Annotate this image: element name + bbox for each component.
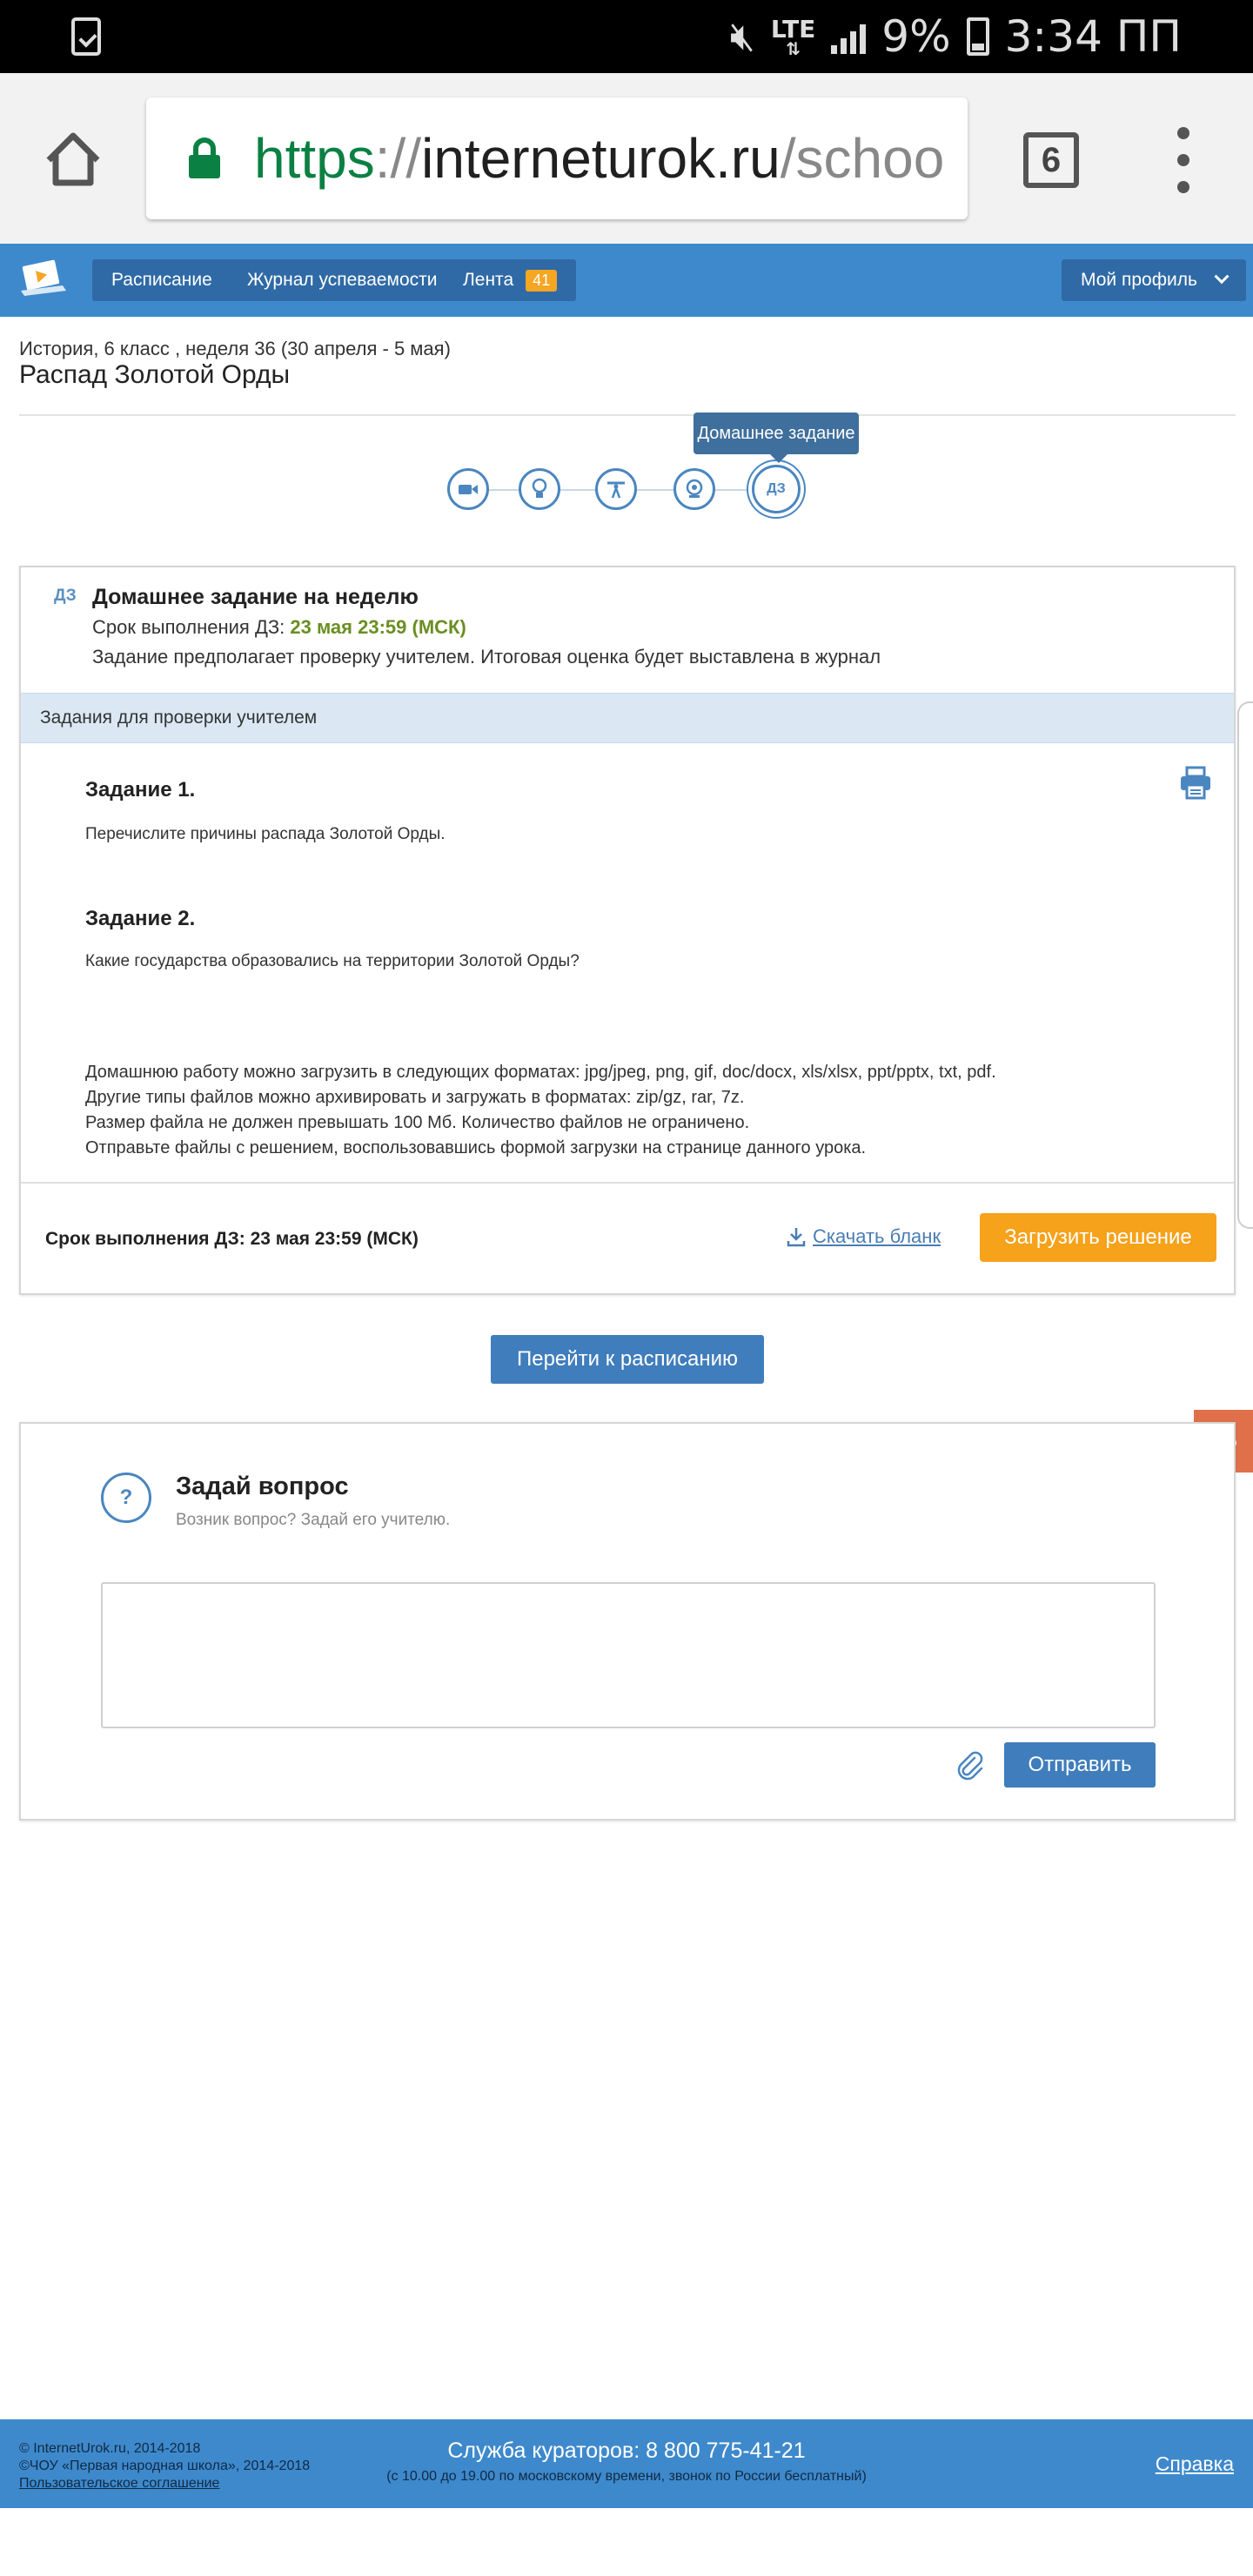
side-scroll-handle[interactable]: [1237, 701, 1253, 1229]
url-host: interneturok.ru: [421, 127, 781, 190]
site-footer: [0, 2419, 1253, 2508]
nav-gradebook-button[interactable]: [228, 259, 457, 301]
address-bar[interactable]: [146, 97, 968, 219]
homework-card: [19, 566, 1236, 1295]
network-type: LTE ⇅: [770, 15, 816, 59]
user-agreement-link[interactable]: Пользовательское соглашение: [19, 2476, 220, 2491]
battery-icon: [967, 17, 989, 56]
help-link[interactable]: Справка: [1155, 2452, 1234, 2475]
breadcrumb: История, 6 класс , неделя 36 (30 апреля - 5 мая): [19, 338, 451, 359]
copyright-line: © InternetUrok.ru, 2014-2018: [19, 2441, 201, 2456]
upload-info-line: Размер файла не должен превышать 100 Мб. Количество файлов не ограничено.: [85, 1113, 750, 1132]
profile-label: Мой профиль: [1081, 270, 1197, 290]
step-homework[interactable]: ДЗ: [752, 465, 801, 513]
upload-info-line: Другие типы файлов можно архивировать и загружать в форматах: zip/gz, rar, 7z.: [85, 1088, 745, 1107]
video-icon: [458, 481, 479, 497]
question-textarea[interactable]: [101, 1582, 1156, 1728]
url-separator: ://: [374, 127, 422, 190]
download-link-label: Скачать бланк: [813, 1225, 941, 1247]
nav-schedule-button[interactable]: [92, 259, 231, 301]
nav-schedule-label: Расписание: [111, 270, 212, 290]
homework-deadline: [92, 616, 466, 639]
logo-icon[interactable]: [19, 259, 68, 299]
homework-tag: ДЗ: [54, 587, 77, 605]
upload-info: [85, 1060, 996, 1161]
ask-question-card: [19, 1422, 1236, 1821]
send-button[interactable]: Отправить: [1004, 1742, 1156, 1788]
mute-icon: 🔇︎: [729, 12, 755, 59]
section-label: Задания для проверки учителем: [40, 708, 318, 728]
task-title: Задание 1.: [85, 778, 196, 802]
paperclip-icon[interactable]: [955, 1751, 985, 1781]
step-test[interactable]: [673, 468, 715, 510]
page-title: Распад Золотой Орды: [19, 360, 291, 389]
webcam-icon: [685, 479, 704, 500]
task-text: Перечислите причины распада Золотой Орды.: [85, 825, 446, 843]
step-video[interactable]: [447, 468, 489, 510]
step-tooltip: Домашнее задание: [694, 413, 859, 454]
url-scheme: https: [254, 127, 375, 190]
download-icon: [787, 1226, 806, 1247]
nav-feed-label: Лента: [463, 270, 514, 290]
browser-toolbar: [0, 73, 1253, 244]
ask-title: Задай вопрос: [176, 1472, 349, 1500]
support-hours: (с 10.00 до 19.00 по московскому времени, звонок по России бесплатный): [386, 2469, 867, 2484]
divider: [19, 414, 1236, 416]
deadline-value: 23 мая 23:59 (МСК): [290, 616, 466, 638]
lock-icon: [188, 138, 221, 179]
feed-count-badge: 41: [526, 270, 557, 292]
battery-percent: 9%: [881, 11, 951, 62]
more-vert-icon[interactable]: [1171, 127, 1196, 193]
phone-check-icon: [71, 17, 101, 56]
divider: [21, 1182, 1234, 1184]
upload-solution-button[interactable]: Загрузить решение: [980, 1213, 1216, 1262]
ask-subtitle: Возник вопрос? Задай его учителю.: [176, 1511, 451, 1529]
tabs-icon[interactable]: 6: [1023, 132, 1079, 188]
section-header: [21, 693, 1234, 743]
task-title: Задание 2.: [85, 907, 196, 930]
deadline-label: Срок выполнения ДЗ:: [92, 616, 291, 638]
home-icon[interactable]: [44, 131, 103, 188]
nav-gradebook-label: Журнал успеваемости: [247, 270, 438, 290]
url-path: /schoo: [780, 127, 945, 190]
task-text: Какие государства образовались на территории Золотой Орды?: [85, 952, 580, 970]
copyright-line: ©ЧОУ «Первая народная школа», 2014-2018: [19, 2459, 311, 2473]
status-icons: [730, 9, 1182, 64]
download-template-link[interactable]: [787, 1225, 941, 1248]
step-summary[interactable]: [519, 468, 560, 510]
go-to-schedule-button[interactable]: Перейти к расписанию: [491, 1335, 764, 1384]
lightbulb-icon: [531, 478, 548, 500]
profile-dropdown[interactable]: [1062, 259, 1246, 301]
signal-icon: [831, 19, 866, 54]
footer-support: [0, 2438, 1253, 2485]
support-phone: Служба кураторов: 8 800 775-41-21: [447, 2438, 806, 2463]
step-trainer[interactable]: [595, 468, 637, 510]
print-icon[interactable]: [1178, 766, 1213, 801]
clock: 3:34 ПП: [1004, 11, 1182, 62]
footer-deadline: Срок выполнения ДЗ: 23 мая 23:59 (МСК): [45, 1229, 419, 1249]
upload-info-line: Домашнюю работу можно загрузить в следующих форматах: jpg/jpeg, png, gif, doc/docx, xls/xlsx, ppt/pptx, txt, pdf.: [85, 1063, 996, 1082]
chevron-down-icon: [1214, 269, 1229, 284]
nav-feed-button[interactable]: [444, 259, 576, 301]
status-bar: [0, 0, 1253, 73]
url-text: [254, 125, 944, 191]
exercise-icon: [605, 479, 627, 500]
question-icon: ?: [101, 1472, 151, 1523]
homework-title: Домашнее задание на неделю: [92, 585, 419, 609]
upload-info-line: Отправьте файлы с решением, воспользовавшись формой загрузки на странице данного урока.: [85, 1138, 867, 1157]
homework-note: Задание предполагает проверку учителем. Итоговая оценка будет выставлена в журнал: [92, 646, 881, 667]
network-label: LTE: [770, 15, 816, 44]
site-navbar: [0, 244, 1253, 317]
